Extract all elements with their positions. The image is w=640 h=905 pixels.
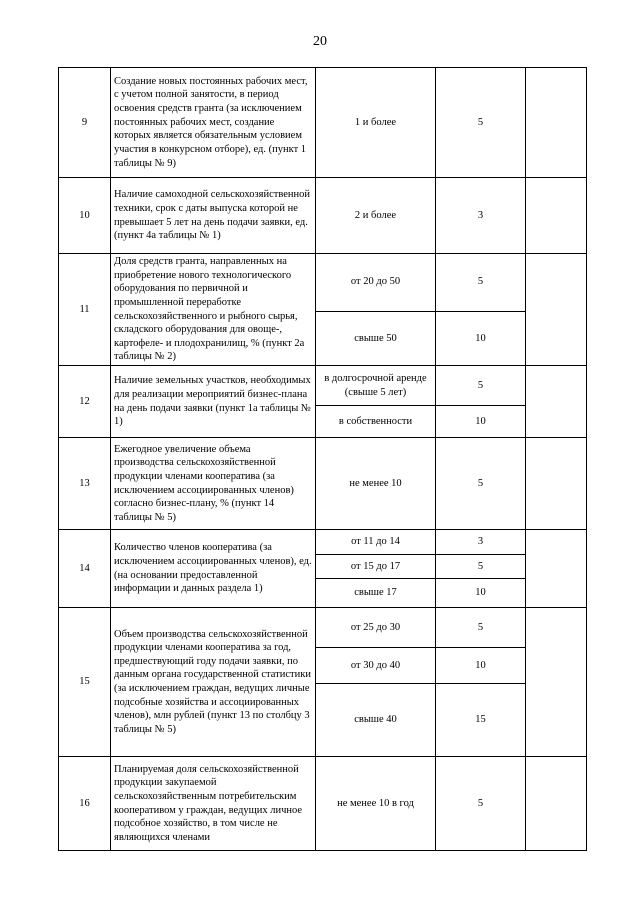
criterion-condition: свыше 50 [316,311,436,366]
table-row [59,68,587,178]
criteria-table-body [59,68,587,851]
criterion-number: 10 [59,178,111,254]
criterion-number: 15 [59,608,111,757]
criterion-description: Наличие самоходной сельскохозяйственной техники, срок с даты выпуска которой не превышает 5 лет на день подачи заявки, ед. (пункт 4а таблицы № 1) [111,178,316,254]
criterion-description: Наличие земельных участков, необходимых для реализации мероприятий бизнес-плана на день подачи заявки (пункт 1а таблицы № 1) [111,366,316,438]
criterion-score: 5 [436,68,526,178]
criterion-score: 10 [436,406,526,438]
criterion-score: 5 [436,555,526,579]
criterion-condition: от 20 до 50 [316,254,436,312]
criterion-condition: не менее 10 [316,438,436,530]
criterion-score: 10 [436,311,526,366]
criterion-extra-cell [526,530,587,608]
criterion-condition: от 30 до 40 [316,648,436,684]
criterion-condition: 2 и более [316,178,436,254]
criterion-extra-cell [526,366,587,438]
criterion-condition: в долгосрочной аренде (свыше 5 лет) [316,366,436,406]
criterion-extra-cell [526,757,587,851]
table-row [59,438,587,530]
criterion-score: 5 [436,757,526,851]
criterion-condition: свыше 40 [316,684,436,757]
criterion-number: 12 [59,366,111,438]
criterion-condition: от 25 до 30 [316,608,436,648]
criterion-condition: от 11 до 14 [316,530,436,555]
criterion-condition: в собственности [316,406,436,438]
table-row [59,757,587,851]
criterion-description: Создание новых постоянных рабочих мест, с учетом полной занятости, в период освоения средств гранта (за исключением постоянных рабочих мест, создание которых является обязательным условием участия в конкурсном отборе), ед. (пункт 1 таблицы № 9) [111,68,316,178]
criterion-description: Ежегодное увеличение объема производства сельскохозяйственной продукции членами кооператива (за исключением ассоциированных членов) согласно бизнес-плану, % (пункт 14 таблицы № 5) [111,438,316,530]
criterion-condition: от 15 до 17 [316,555,436,579]
table-row [59,366,587,406]
criterion-score: 10 [436,579,526,608]
criterion-description: Планируемая доля сельскохозяйственной продукции закупаемой сельскохозяйственным потребительским кооперативом у граждан, ведущих личное подсобное хозяйство, в том числе не являющихся членами [111,757,316,851]
criterion-score: 3 [436,530,526,555]
criterion-extra-cell [526,178,587,254]
criterion-condition: 1 и более [316,68,436,178]
criterion-number: 9 [59,68,111,178]
criterion-number: 13 [59,438,111,530]
criterion-score: 5 [436,608,526,648]
criterion-score: 10 [436,648,526,684]
criterion-extra-cell [526,438,587,530]
criterion-score: 3 [436,178,526,254]
criterion-score: 15 [436,684,526,757]
criterion-score: 5 [436,254,526,312]
criterion-score: 5 [436,438,526,530]
criterion-description: Объем производства сельскохозяйственной продукции членами кооператива за год, предшествующий году подачи заявки, по данным органа государственной статистики (за исключением граждан, ведущих личные подсобные хозяйства и ассоциированных членов), млн рублей (пункт 13 по столбцу 3 таблицы № 5) [111,608,316,757]
criterion-extra-cell [526,608,587,757]
criterion-description: Количество членов кооператива (за исключением ассоциированных членов), ед. (на основании предоставленной информации и данных раздела 1) [111,530,316,608]
table-row [59,530,587,555]
criteria-table [58,67,587,851]
criterion-extra-cell [526,68,587,178]
page-number: 20 [313,34,327,49]
criterion-number: 11 [59,254,111,366]
criterion-extra-cell [526,254,587,366]
table-row [59,608,587,648]
criterion-number: 14 [59,530,111,608]
criterion-description: Доля средств гранта, направленных на приобретение нового технологического оборудования по первичной и промышленной переработке сельскохозяйственного и рыбного сырья, складского оборудования для овоще-, картофеле- и плодохранилищ, % (пункт 2а таблицы № 2) [111,254,316,366]
criterion-condition: свыше 17 [316,579,436,608]
criterion-number: 16 [59,757,111,851]
table-row [59,178,587,254]
criterion-score: 5 [436,366,526,406]
criterion-condition: не менее 10 в год [316,757,436,851]
table-row [59,254,587,312]
